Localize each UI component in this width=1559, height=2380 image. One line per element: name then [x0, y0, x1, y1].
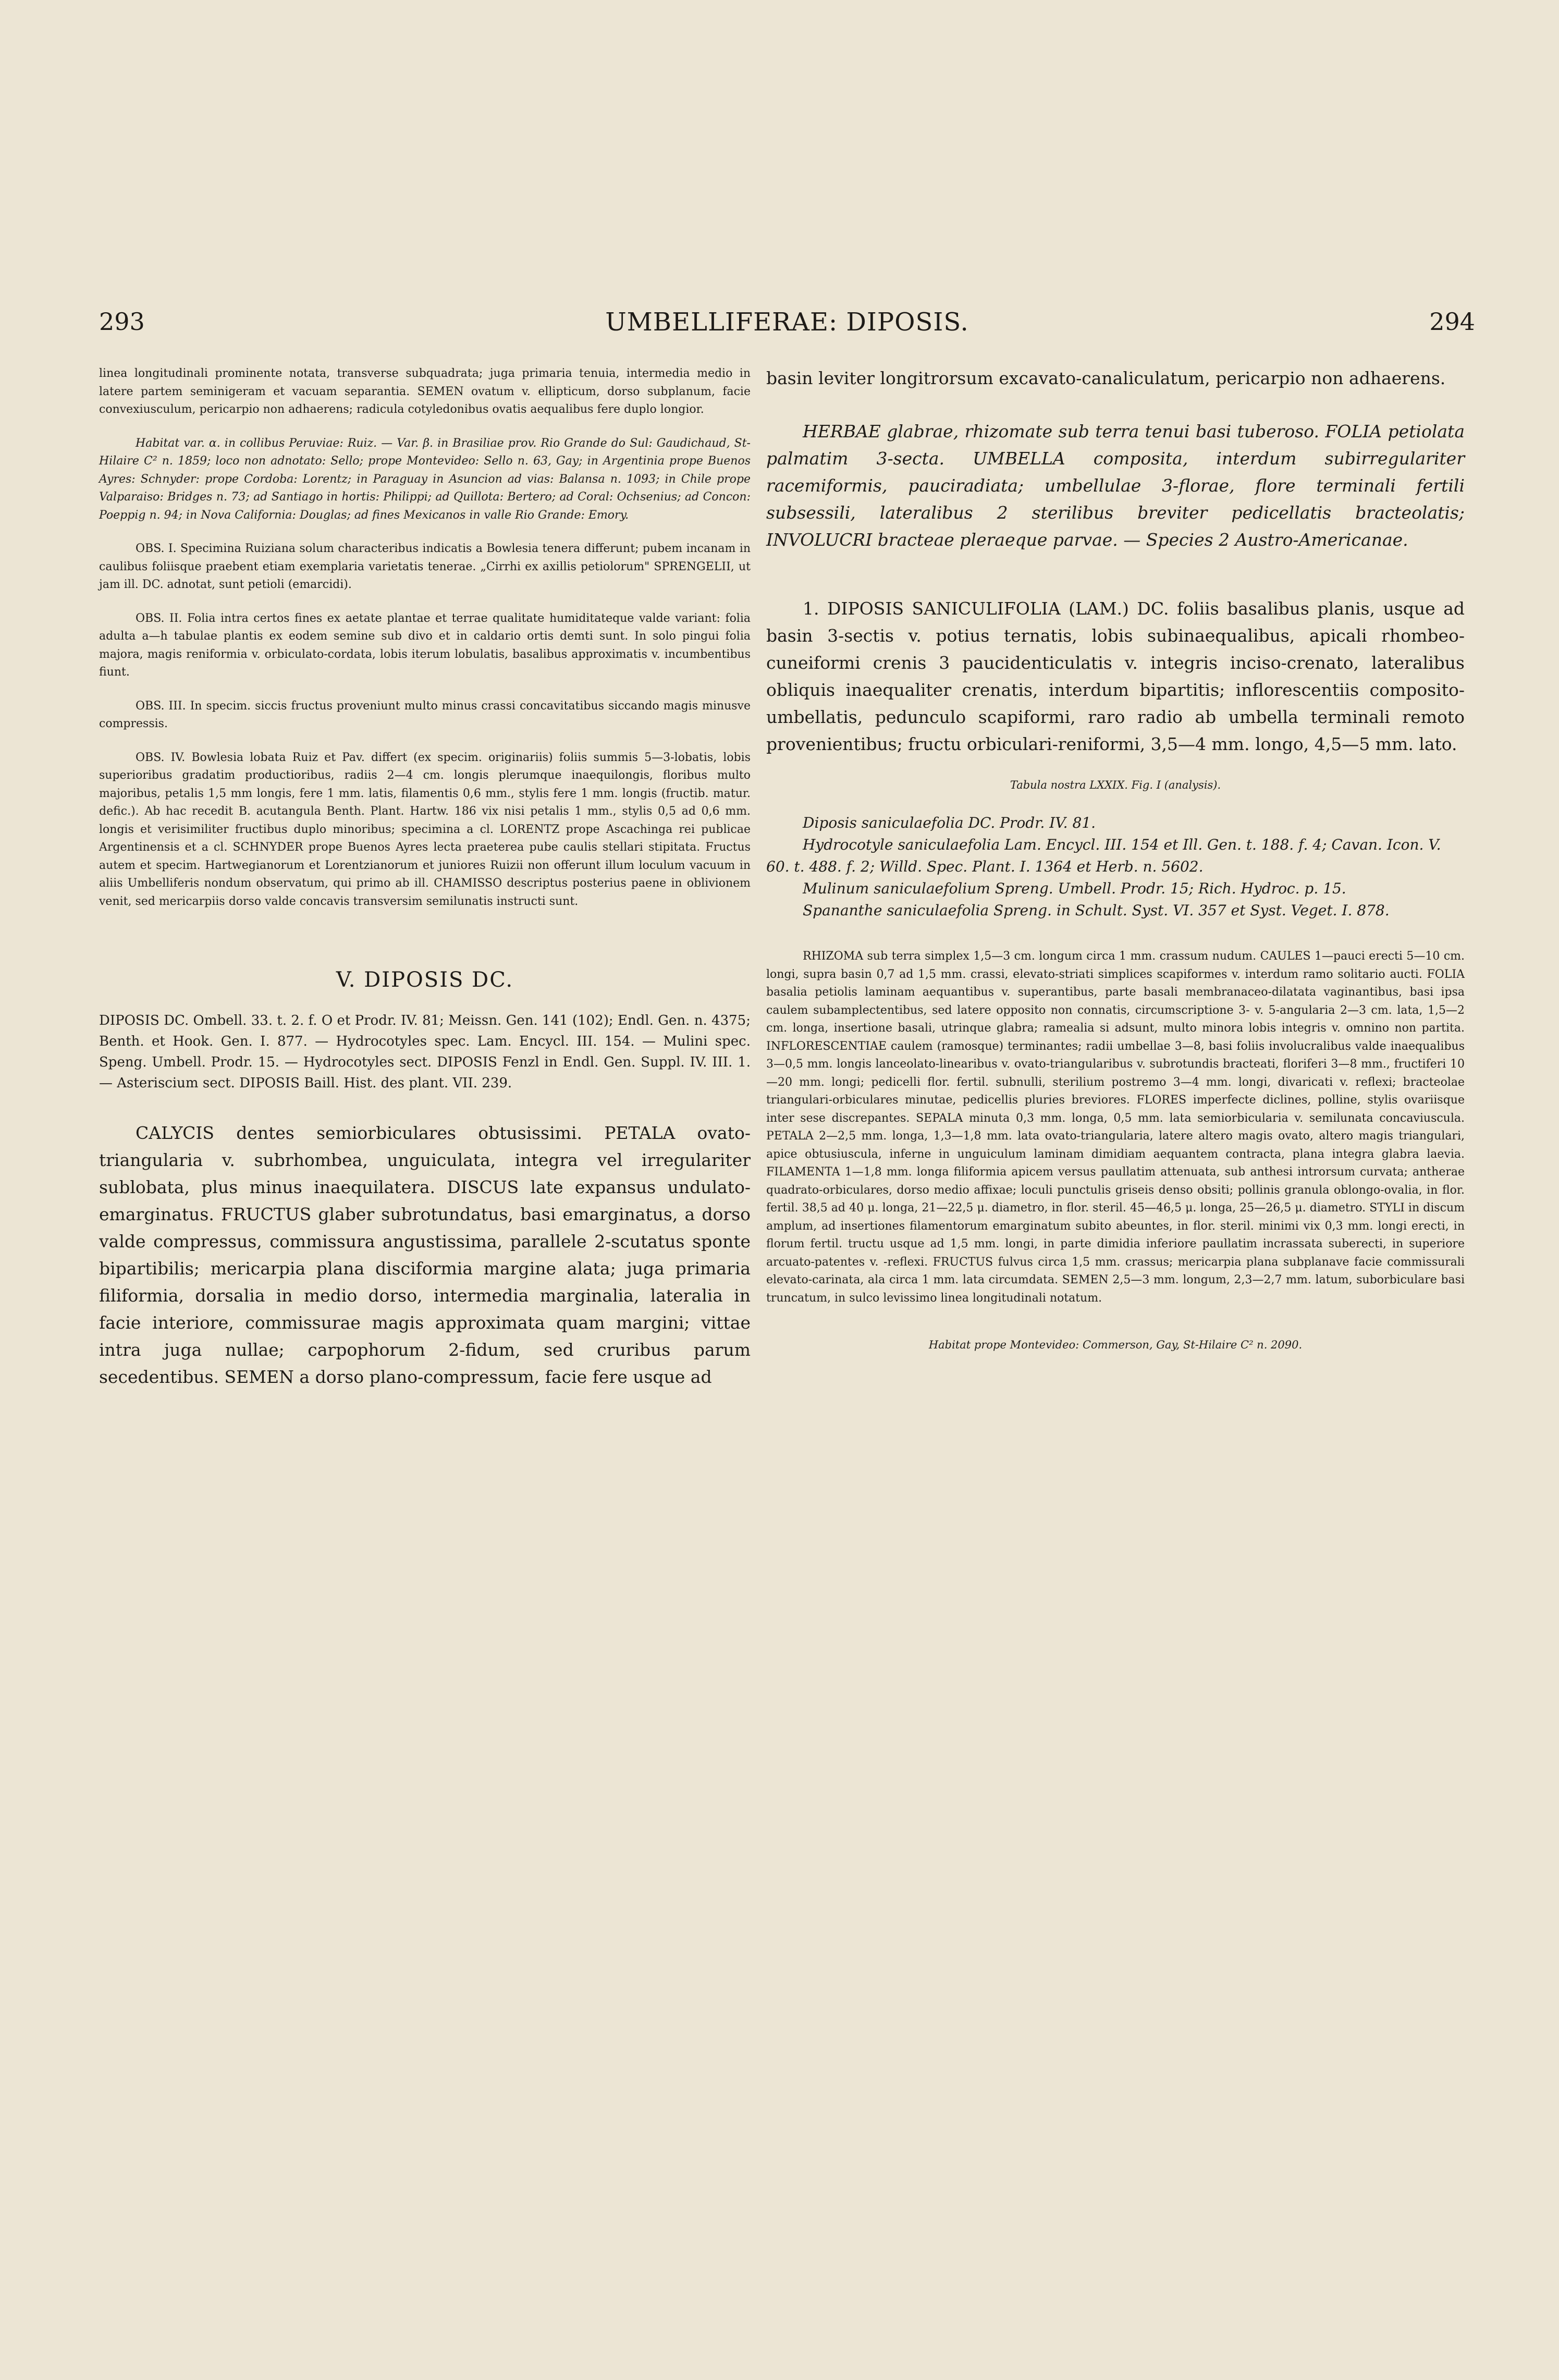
reference-line: Spananthe saniculaefolia Spreng. in Schult. Syst. VI. 357 et Syst. Veget. I. 878. — [803, 902, 1390, 919]
fruit-description-continued: linea longitudinali prominente notata, transverse subquadrata; juga primaria tenuia, intermedia medio in latere partem seminigeram et vacuam separantia. SEMEN ovatum v. ellipticum, dorso subplanum, facie convexiusculum, pericarpio non adhaerens; radicula cotyledonibus ovatis aequalibus fere duplo longior. — [99, 367, 751, 416]
genus-synonymy: DIPOSIS DC. Ombell. 33. t. 2. f. O et Prodr. IV. 81; Meissn. Gen. 141 (102); Endl. Gen. n. 4375; Benth. et Hook. Gen. I. 877. — Hydrocotyles spec. Lam. Encycl. III. 154. — Mulini spec. Speng. Umbell. Prodr. 15. — Hydrocotyles sect. DIPOSIS Fenzl in Endl. Gen. Suppl. IV. III. 1. — Asteriscium sect. DIPOSIS Baill. Hist. des plant. VII. 239. — [99, 1013, 751, 1091]
page-header — [99, 308, 1475, 344]
genus-description: CALYCIS dentes semiorbiculares obtusissimi. PETALA ovato-triangularia v. subrhombea, unguiculata, integra vel irregulariter sublobata, plus minus inaequilatera. DISCUS late expansus undulato-emarginatus. FRUCTUS glaber subrotundatus, basi emarginatus, a dorso valde compressus, commissura angustissima, parallele 2-scutatus sponte bipartibilis; mericarpia plana disciformia margine alata; juga primaria filiformia, dorsalia in medio dorso, intermedia marginalia, lateralia in facie interiore, commissurae magis approximata quam margini; vittae intra juga nullae; carpophorum 2-fidum, sed cruribus parum secedentibus. SEMEN a dorso plano-compressum, facie fere usque ad — [99, 1123, 751, 1387]
left-column — [99, 365, 751, 1391]
plate-caption: Tabula nostra LXXIX. Fig. I (analysis). — [1010, 779, 1221, 791]
species-diagnosis: 1. DIPOSIS SANICULIFOLIA (LAM.) DC. foliis basalibus planis, usque ad basin 3-sectis v. potius ternatis, lobis subinaequalibus, apicali rhombeo-cuneiformi crenis 3 paucidenticulatis v. integris inciso-crenato, lateralibus obliquis inaequaliter crenatis, interdum bipartitis; inflorescentiis composito-umbellatis, pedunculo scapiformi, raro radio ab umbella terminali remoto provenientibus; fructu orbiculari-reniformi, 3,5—4 mm. longo, 4,5—5 mm. lato. — [766, 598, 1465, 754]
page-number-left: 293 — [99, 308, 145, 336]
species-habitat: Habitat prope Montevideo: Commerson, Gay, St-Hilaire C² n. 2090. — [928, 1339, 1303, 1351]
observation-1: OBS. I. Specimina Ruiziana solum characteribus indicatis a Bowlesia tenera differunt; pubem incanam in caulibus foliisque praebent etiam exemplaria varietatis tenerae. „Cirrhi ex axillis petiolorum" SPRENGELII, ut jam ill. DC. adnotat, sunt petioli (emarcidi). — [99, 542, 751, 591]
right-column — [766, 365, 1465, 1351]
species-references — [766, 812, 1465, 922]
observation-3: OBS. III. In specim. siccis fructus proveniunt multo minus crassi concavitatibus siccando magis minusve compressis. — [99, 699, 751, 730]
herbae-paragraph: HERBAE glabrae, rhizomate sub terra tenui basi tuberoso. FOLIA petiolata palmatim 3-secta. UMBELLA composita, interdum subirregulariter racemiformis, pauciradiata; umbellulae 3-florae, flore terminali fertili subsessili, lateralibus 2 sterilibus breviter pedicellatis bracteolatis; INVOLUCRI bracteae pleraeque parvae. — Species 2 Austro-Americanae. — [766, 421, 1465, 550]
page-number-right: 294 — [1429, 308, 1475, 336]
observation-2: OBS. II. Folia intra certos fines ex aetate plantae et terrae qualitate humiditateque valde variant: folia adulta a—h tabulae plantis ex eodem semine sub divo et in caldario ortis demti sunt. In solo pingui folia majora, magis reniformia v. orbiculato-cordata, lobis iterum lobulatis, basalibus approximatis v. incumbentibus fiunt. — [99, 611, 751, 679]
reference-line: Mulinum saniculaefolium Spreng. Umbell. Prodr. 15; Rich. Hydroc. p. 15. — [803, 880, 1346, 897]
running-title: UMBELLIFERAE: DIPOSIS. — [605, 308, 969, 337]
section-title: V. DIPOSIS DC. — [336, 968, 514, 992]
observation-4: OBS. IV. Bowlesia lobata Ruiz et Pav. differt (ex specim. originariis) foliis summis 5—3-lobatis, lobis superioribus gradatim productioribus, radiis 2—4 cm. longis plerumque inaequilongis, floribus multo majoribus, petalis 1,5 mm longis, fere 1 mm. latis, filamentis 0,6 mm., stylis fere 1 mm. longis (fructib. matur. defic.). Ab hac recedit B. acutangula Benth. Plant. Hartw. 186 vix nisi petalis 1 mm., stylis 0,5 ad 0,6 mm. longis et verisimiliter fructibus duplo minoribus; specimina a cl. LORENTZ prope Ascachinga rei publicae Argentinensis et a cl. SCHNYDER prope Buenos Ayres lecta praeterea pube caulis stellari stipitata. Fructus autem et specim. Hartwegianorum et Lorentzianorum et juniores Ruizii non offerunt illum loculum vacuum in aliis Umbelliferis nondum observatum, qui primo ab ill. CHAMISSO descriptus posterius paene in oblivionem venit, sed mericarpiis dorso valde concavis transversim semilunatis instructi sunt. — [99, 751, 751, 908]
habitat-paragraph: Habitat var. α. in collibus Peruviae: Ruiz. — Var. β. in Brasiliae prov. Rio Grande do Sul: Gaudichaud, St-Hilaire C² n. 1859; loco non adnotato: Sello; prope Montevideo: Sello n. 63, Gay; in Argentinia prope Buenos Ayres: Schnyder: prope Cordoba: Lorentz; in Paraguay in Asuncion ad vias: Balansa n. 1093; in Chile prope Valparaiso: Bridges n. 73; ad Santiago in hortis: Philippi; ad Quillota: Bertero; ad Coral: Ochsenius; ad Concon: Poeppig n. 94; in Nova California: Douglas; ad fines Mexicanos in valle Rio Grande: Emory. — [99, 436, 751, 522]
reference-line: Hydrocotyle saniculaefolia Lam. Encycl. III. 154 et Ill. Gen. t. 188. f. 4; Cavan. Icon. V. 60. t. 488. f. 2; Willd. Spec. Plant. I. 1364 et Herb. n. 5602. — [766, 836, 1441, 875]
reference-line: Diposis saniculaefolia DC. Prodr. IV. 81. — [803, 814, 1096, 831]
species-description: RHIZOMA sub terra simplex 1,5—3 cm. longum circa 1 mm. crassum nudum. CAULES 1—pauci erecti 5—10 cm. longi, supra basin 0,7 ad 1,5 mm. crassi, elevato-striati simplices scapiformes v. interdum ramo solitario aucti. FOLIA basalia petiolis laminam aequantibus v. superantibus, parte basali membranaceo-dilatata vaginantibus, basi ipsa caulem subamplectentibus, sed latere opposito non connatis, circumscriptione 3- v. 5-angularia 2—3 cm. lata, 1,5—2 cm. longa, insertione basali, utrinque glabra; ramealia si adsunt, multo minora lobis integris v. omnino non partita. INFLORESCENTIAE caulem (ramosque) terminantes; radii umbellae 3—8, basi foliis involucralibus valde inaequalibus 3—0,5 mm. longis lanceolato-linearibus v. ovato-triangularibus v. subrotundis bracteati, floriferi 3—8 mm., fructiferi 10—20 mm. longi; pedicelli flor. fertil. subnulli, sterilium postremo 3—4 mm. longi, divaricati v. reflexi; bracteolae triangulari-orbiculares minutae, pedicellis pluries breviores. FLORES imperfecte diclines, polline, stylis ovariisque inter sese discrepantes. SEPALA minuta 0,3 mm. longa, 0,5 mm. lata semiorbicularia v. semilunata concaviuscula. PETALA 2—2,5 mm. longa, 1,3—1,8 mm. lata ovato-triangularia, latere altero magis ovato, altero magis triangulari, apice obtusiuscula, inferne in unguiculum laminam dimidiam aequantem contracta, plana integra glabra laevia. FILAMENTA 1—1,8 mm. longa filiformia apicem versus paullatim attenuata, sub anthesi introrsum curvata; antherae quadrato-orbiculares, dorso medio affixae; loculi punctulis griseis denso obsiti; pollinis granula oblongo-ovalia, in flor. fertil. 38,5 ad 40 μ. longa, 21—22,5 μ. diametro, in flor. steril. 45—46,5 μ. longa, 25—26,5 μ. diametro. STYLI in discum amplum, ad insertiones filamentorum emarginatum subito abeuntes, in flor. steril. minimi vix 0,3 mm. longi erecti, in florum fertil. tructu usque ad 1,5 mm. longi, in parte dimidia inferiore paullatim incrassata suberecti, in superiore arcuato-patentes v. -reflexi. FRUCTUS fulvus circa 1,5 mm. crassus; mericarpia plana subplanave facie commissurali elevato-carinata, ala circa 1 mm. lata circumdata. SEMEN 2,5—3 mm. longum, 2,3—2,7 mm. latum, suborbiculare basi truncatum, in sulco levissimo linea longitudinali notatum. — [766, 950, 1465, 1305]
seed-description-continued: basin leviter longitrorsum excavato-canaliculatum, pericarpio non adhaerens. — [766, 368, 1446, 388]
